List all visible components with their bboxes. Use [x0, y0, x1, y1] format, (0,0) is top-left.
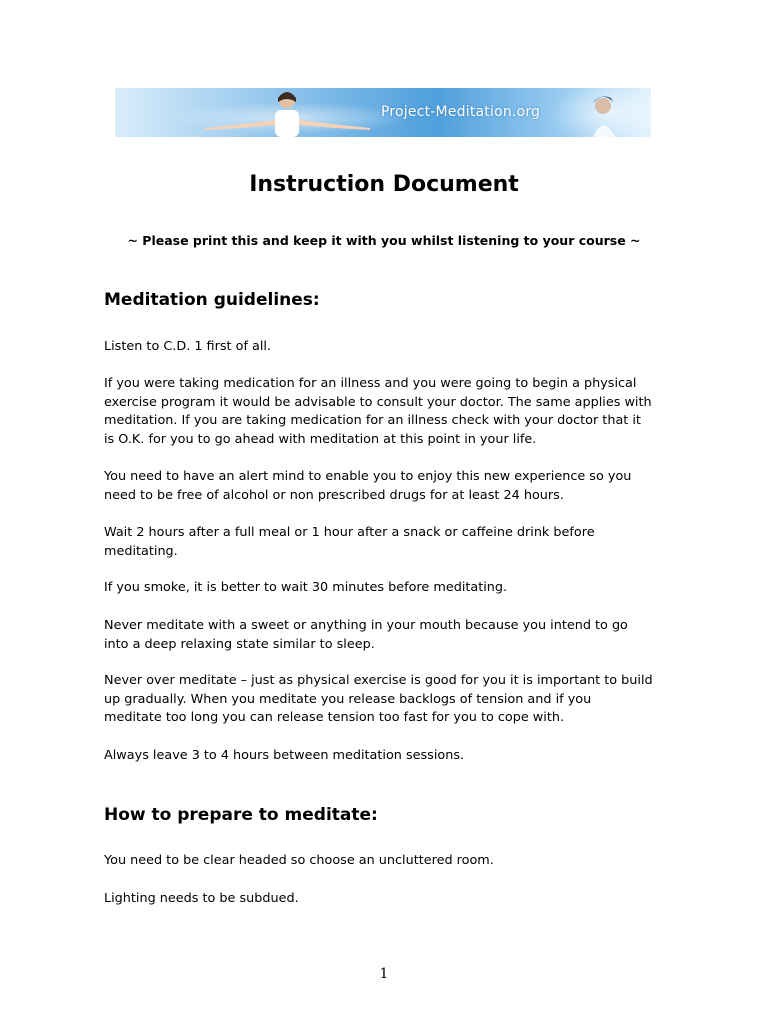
text-line: is O.K. for you to go ahead with meditation at this point in your life. [104, 431, 537, 447]
paragraph [104, 579, 674, 598]
text-line: exercise program it would be advisable to consult your doctor. The same applies with [104, 394, 652, 410]
text-line: meditate too long you can release tension too fast for you to cope with. [104, 710, 565, 726]
text-line: If you were taking medication for an illness and you were going to begin a physical [104, 376, 637, 391]
text-line: up gradually. When you meditate you release backlogs of tension and if you [104, 691, 592, 707]
paragraph [104, 890, 674, 909]
section-heading-meditation-guidelines: Meditation guidelines: [104, 290, 320, 310]
text-line: Never over meditate – just as physical exercise is good for you it is important to build [104, 673, 653, 688]
document-subtitle: ~ Please print this and keep it with you whilst listening to your course ~ [127, 233, 641, 248]
paragraph [104, 338, 674, 357]
page-number: 1 [379, 966, 389, 982]
text-line: need to be free of alcohol or non prescribed drugs for at least 24 hours. [104, 487, 564, 503]
text-line: into a deep relaxing state similar to sleep. [104, 636, 375, 652]
text-line: Wait 2 hours after a full meal or 1 hour after a snack or caffeine drink before [104, 525, 595, 540]
paragraph [104, 524, 674, 561]
text-line: Lighting needs to be subdued. [104, 891, 299, 906]
paragraph [104, 747, 674, 766]
site-banner [115, 88, 651, 137]
text-line: Never meditate with a sweet or anything in your mouth because you intend to go [104, 618, 628, 633]
paragraph [104, 672, 674, 728]
text-line: Listen to C.D. 1 first of all. [104, 339, 272, 354]
section-heading-how-to-prepare: How to prepare to meditate: [104, 805, 378, 825]
banner-site-name: Project-Meditation.org [381, 104, 541, 120]
document-title: Instruction Document [249, 172, 519, 197]
text-line: If you smoke, it is better to wait 30 minutes before meditating. [104, 580, 508, 595]
paragraph [104, 468, 674, 505]
text-line: meditating. [104, 543, 178, 559]
paragraph [104, 852, 674, 871]
text-line: You need to have an alert mind to enable you to enjoy this new experience so you [104, 469, 632, 484]
text-line: You need to be clear headed so choose an uncluttered room. [104, 853, 494, 868]
text-line: Always leave 3 to 4 hours between meditation sessions. [104, 748, 465, 763]
paragraph [104, 375, 674, 449]
paragraph [104, 617, 674, 654]
text-line: meditation. If you are taking medication for an illness check with your doctor that it [104, 413, 641, 429]
